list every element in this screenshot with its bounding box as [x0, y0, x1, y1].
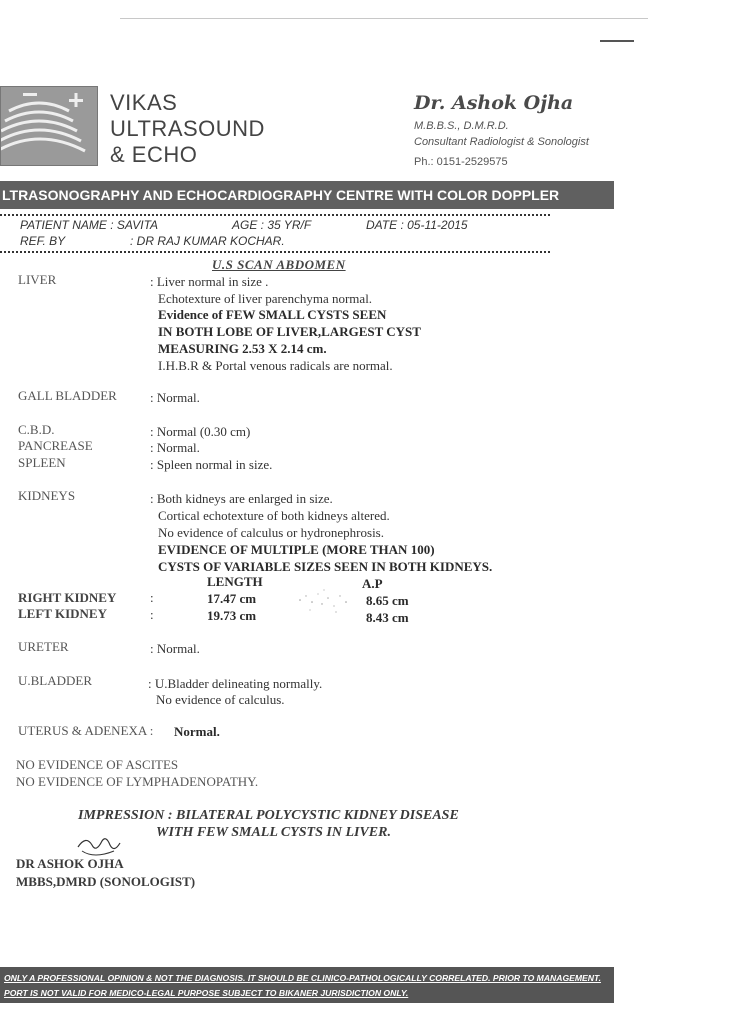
- ureter-label: URETER: [18, 639, 69, 654]
- impression-line1: IMPRESSION : BILATERAL POLYCYSTIC KIDNEY DISEASE: [78, 808, 459, 823]
- doctor-title: Consultant Radiologist & Sonologist: [414, 136, 589, 148]
- ascites-note: NO EVIDENCE OF ASCITES: [16, 757, 179, 772]
- patient-age: AGE : 35 YR/F: [232, 218, 312, 232]
- disclaimer-line1: ONLY A PROFESSIONAL OPINION & NOT THE DIAGNOSIS. IT SHOULD BE CLINICO-PATHOLOGICALLY CORRELATED. PRIOR TO MANAGEMENT.: [4, 973, 601, 983]
- gall-bladder-label: GALL BLADDER: [18, 388, 117, 403]
- uterus-label: UTERUS & ADENEXA :: [18, 723, 154, 738]
- ubladder-label: U.BLADDER: [18, 673, 93, 688]
- ubladder-line1: : U.Bladder delineating normally.: [148, 676, 323, 691]
- kidneys-line3: No evidence of calculus or hydronephrosis.: [158, 525, 384, 540]
- liver-line2: Echotexture of liver parenchyma normal.: [158, 291, 373, 306]
- kidneys-line4: EVIDENCE OF MULTIPLE (MORE THAN 100): [158, 542, 435, 557]
- right-kidney-colon: :: [150, 590, 154, 605]
- liver-line1: : Liver normal in size .: [150, 274, 269, 289]
- right-kidney-length: 17.47 cm: [207, 591, 257, 606]
- ureter-value: : Normal.: [150, 641, 200, 656]
- brand-name-line3: & ECHO: [110, 142, 198, 167]
- uterus-value: Normal.: [174, 724, 220, 739]
- doctor-phone: Ph.: 0151-2529575: [414, 156, 508, 168]
- ubladder-line2: No evidence of calculus.: [156, 692, 285, 707]
- report-title: U.S SCAN ABDOMEN: [212, 257, 346, 272]
- top-divider-line: [120, 18, 648, 19]
- kidneys-label: KIDNEYS: [18, 488, 76, 503]
- cbd-label: C.B.D.: [18, 422, 55, 437]
- length-column-header: LENGTH: [207, 574, 263, 589]
- kidneys-line2: Cortical echotexture of both kidneys altered.: [158, 508, 390, 523]
- kidneys-line1: : Both kidneys are enlarged in size.: [150, 491, 333, 506]
- disclaimer-footer: [0, 967, 614, 1003]
- liver-line5: MEASURING 2.53 X 2.14 cm.: [158, 341, 327, 356]
- left-kidney-label: LEFT KIDNEY: [18, 606, 107, 621]
- report-date: DATE : 05-11-2015: [366, 218, 468, 232]
- lymphadenopathy-note: NO EVIDENCE OF LYMPHADENOPATHY.: [16, 774, 259, 789]
- brand-name-line1: VIKAS: [110, 90, 178, 115]
- right-kidney-ap: 8.65 cm: [366, 593, 409, 608]
- pancreas-label: PANCREASE: [18, 438, 93, 453]
- dotted-divider-top: [0, 214, 550, 216]
- signatory-name: DR ASHOK OJHA: [16, 856, 124, 871]
- signatory-degree: MBBS,DMRD (SONOLOGIST): [16, 874, 196, 889]
- cbd-value: : Normal (0.30 cm): [150, 424, 251, 439]
- ultrasound-logo-icon: [0, 86, 98, 166]
- doctor-degrees: M.B.B.S., D.M.R.D.: [414, 120, 509, 132]
- liver-label: LIVER: [18, 272, 57, 287]
- liver-line4: IN BOTH LOBE OF LIVER,LARGEST CYST: [158, 324, 421, 339]
- liver-line3: Evidence of FEW SMALL CYSTS SEEN: [158, 307, 387, 322]
- top-mark: [600, 40, 634, 42]
- brand-name-line2: ULTRASOUND: [110, 116, 265, 141]
- left-kidney-colon: :: [150, 607, 154, 622]
- dotted-divider-bottom: [0, 251, 550, 253]
- referred-by-label: REF. BY: [20, 234, 66, 248]
- spleen-label: SPLEEN: [18, 455, 66, 470]
- pancreas-value: : Normal.: [150, 440, 200, 455]
- impression-line2: WITH FEW SMALL CYSTS IN LIVER.: [156, 825, 391, 840]
- doctor-name: Dr. Ashok Ojha: [414, 92, 574, 114]
- referred-by-value: : DR RAJ KUMAR KOCHAR.: [130, 234, 285, 248]
- banner-text: LTRASONOGRAPHY AND ECHOCARDIOGRAPHY CENTRE WITH COLOR DOPPLER: [2, 187, 560, 203]
- kidneys-line5: CYSTS OF VARIABLE SIZES SEEN IN BOTH KIDNEYS.: [158, 559, 493, 574]
- right-kidney-label: RIGHT KIDNEY: [18, 590, 117, 605]
- disclaimer-line2: PORT IS NOT VALID FOR MEDICO-LEGAL PURPOSE SUBJECT TO BIKANER JURISDICTION ONLY.: [4, 988, 409, 998]
- centre-banner: [0, 181, 614, 209]
- spleen-value: : Spleen normal in size.: [150, 457, 273, 472]
- liver-line6: I.H.B.R & Portal venous radicals are normal.: [158, 358, 393, 373]
- ap-column-header: A.P: [362, 576, 383, 591]
- scan-speckle-mark: [292, 586, 354, 616]
- gall-bladder-value: : Normal.: [150, 390, 200, 405]
- left-kidney-ap: 8.43 cm: [366, 610, 409, 625]
- patient-name: PATIENT NAME : SAVITA: [20, 218, 159, 232]
- left-kidney-length: 19.73 cm: [207, 608, 257, 623]
